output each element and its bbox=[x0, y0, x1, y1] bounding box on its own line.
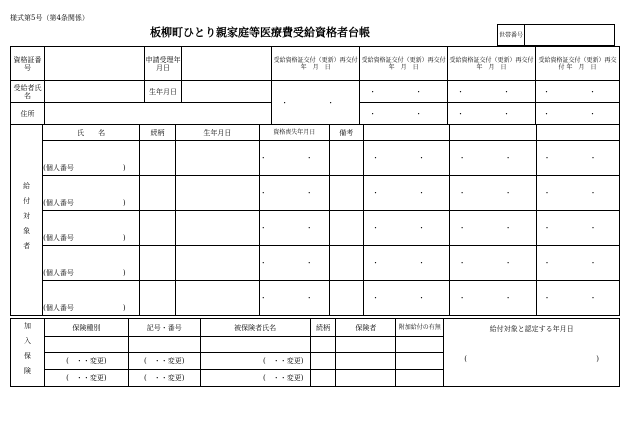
date-cell: ・ ・ bbox=[537, 211, 620, 246]
ins-insured-change[interactable]: ( ・・変更) bbox=[200, 353, 310, 370]
issue-date-4b: ・ ・ bbox=[535, 103, 619, 125]
date-cell: ・ ・ bbox=[363, 141, 450, 176]
lost-date-cell[interactable]: ・ ・ bbox=[259, 281, 329, 316]
target-table bbox=[10, 124, 620, 316]
ins-relation-cell[interactable] bbox=[310, 337, 336, 353]
issue-date-3a: ・ ・ bbox=[448, 81, 536, 103]
date-cell: ・ ・ bbox=[450, 246, 537, 281]
birth-value[interactable] bbox=[182, 81, 272, 103]
issue-date-4c bbox=[537, 125, 620, 141]
ins-symbol-change[interactable]: ( ・・変更) bbox=[128, 353, 200, 370]
ins-symbol-change[interactable]: ( ・・変更) bbox=[128, 370, 200, 387]
address-value[interactable] bbox=[44, 103, 271, 125]
app-date-label: 申請受理年月日 bbox=[144, 47, 182, 81]
ins-insurer-cell[interactable] bbox=[336, 337, 396, 353]
recipient-name-label: 受給者氏名 bbox=[11, 81, 45, 103]
personal-number[interactable]: (個人番号 ) bbox=[43, 176, 140, 211]
birth-cell[interactable] bbox=[175, 281, 259, 316]
issue-date-3b: ・ ・ bbox=[448, 103, 536, 125]
personal-number[interactable]: (個人番号 ) bbox=[43, 281, 140, 316]
relation-cell[interactable] bbox=[140, 176, 176, 211]
insurance-side-label: 加入保険 bbox=[11, 319, 45, 387]
birth-cell[interactable] bbox=[175, 176, 259, 211]
date-cell: ・ ・ bbox=[450, 281, 537, 316]
target-row bbox=[11, 176, 620, 211]
birth-label: 生年月日 bbox=[144, 81, 182, 103]
period-paren-close: ) bbox=[596, 355, 599, 363]
ins-type-header: 保険種別 bbox=[44, 319, 128, 337]
household-label: 世帯番号 bbox=[498, 25, 525, 46]
ins-additional-cell[interactable] bbox=[396, 353, 444, 370]
remarks-cell[interactable] bbox=[329, 141, 363, 176]
personal-number[interactable]: (個人番号 ) bbox=[43, 246, 140, 281]
ins-insured-change[interactable]: ( ・・変更) bbox=[200, 370, 310, 387]
relation-cell[interactable] bbox=[140, 246, 176, 281]
date-cell: ・ ・ bbox=[537, 176, 620, 211]
period-paren-open: ( bbox=[464, 355, 467, 363]
relation-cell[interactable] bbox=[140, 141, 176, 176]
col-name: 氏 名 bbox=[43, 125, 140, 141]
relation-cell[interactable] bbox=[140, 211, 176, 246]
ins-type-change[interactable]: ( ・・変更) bbox=[44, 353, 128, 370]
ins-insured-cell[interactable] bbox=[200, 337, 310, 353]
page-title: 板柳町ひとり親家庭等医療費受給資格者台帳 bbox=[150, 26, 370, 39]
issue-date-4a: ・ ・ bbox=[535, 81, 619, 103]
cert-no-value[interactable] bbox=[44, 47, 144, 81]
ins-symbol-cell[interactable] bbox=[128, 337, 200, 353]
date-cell: ・ ・ bbox=[537, 281, 620, 316]
ins-additional-header: 附加給付の有無 bbox=[396, 319, 444, 337]
household-value[interactable] bbox=[525, 25, 615, 46]
ins-relation-header: 続柄 bbox=[310, 319, 336, 337]
ins-relation-cell[interactable] bbox=[310, 370, 336, 387]
address-label: 住所 bbox=[11, 103, 45, 125]
ins-insurer-cell[interactable] bbox=[336, 370, 396, 387]
col-remarks: 備考 bbox=[329, 125, 363, 141]
ins-insurer-cell[interactable] bbox=[336, 353, 396, 370]
date-cell: ・ ・ bbox=[363, 176, 450, 211]
ins-relation-cell[interactable] bbox=[310, 353, 336, 370]
app-date-value[interactable] bbox=[182, 47, 272, 81]
issue-col-4: 受給資格証交付（更新）再交付 年 月 日 bbox=[535, 47, 619, 81]
household-number-box bbox=[497, 24, 615, 46]
target-row bbox=[11, 141, 620, 176]
date-cell: ・ ・ bbox=[363, 211, 450, 246]
ins-type-cell[interactable] bbox=[44, 337, 128, 353]
remarks-cell[interactable] bbox=[329, 211, 363, 246]
recipient-table bbox=[10, 46, 620, 125]
form-number: 様式第5号（第4条関係） bbox=[10, 14, 89, 22]
relation-cell[interactable] bbox=[140, 281, 176, 316]
date-cell: ・ ・ bbox=[363, 246, 450, 281]
period-label: 給付対象と認定する年月日 bbox=[489, 325, 574, 333]
date-cell: ・ ・ bbox=[450, 176, 537, 211]
lost-date-cell[interactable]: ・ ・ bbox=[259, 246, 329, 281]
date-cell: ・ ・ bbox=[537, 246, 620, 281]
ins-insurer-header: 保険者 bbox=[336, 319, 396, 337]
ins-type-change[interactable]: ( ・・変更) bbox=[44, 370, 128, 387]
birth-cell[interactable] bbox=[175, 211, 259, 246]
period-cell bbox=[444, 319, 620, 387]
date-cell: ・ ・ bbox=[537, 141, 620, 176]
personal-number[interactable]: (個人番号 ) bbox=[43, 211, 140, 246]
col-lost-date: 資格喪失年月日 bbox=[259, 125, 329, 141]
issue-date-2b: ・ ・ bbox=[360, 103, 448, 125]
issue-col-3: 受給資格証交付（更新）再交付 年 月 日 bbox=[448, 47, 536, 81]
ins-additional-cell[interactable] bbox=[396, 337, 444, 353]
issue-date-1: ・ ・ bbox=[272, 81, 360, 125]
recipient-name-value[interactable] bbox=[44, 81, 144, 103]
lost-date-cell[interactable]: ・ ・ bbox=[259, 211, 329, 246]
target-row bbox=[11, 281, 620, 316]
cert-no-label: 資格証番号 bbox=[11, 47, 45, 81]
remarks-cell[interactable] bbox=[329, 176, 363, 211]
lost-date-cell[interactable]: ・ ・ bbox=[259, 176, 329, 211]
date-cell: ・ ・ bbox=[450, 141, 537, 176]
personal-number[interactable]: (個人番号 ) bbox=[43, 141, 140, 176]
lost-date-cell[interactable]: ・ ・ bbox=[259, 141, 329, 176]
ins-symbol-header: 記号・番号 bbox=[128, 319, 200, 337]
issue-col-1: 受給資格証交付（更新）再交付 年 月 日 bbox=[272, 47, 360, 81]
col-relation: 続柄 bbox=[140, 125, 176, 141]
birth-cell[interactable] bbox=[175, 141, 259, 176]
remarks-cell[interactable] bbox=[329, 246, 363, 281]
ins-insured-header: 被保険者氏名 bbox=[200, 319, 310, 337]
issue-date-3c bbox=[450, 125, 537, 141]
date-cell: ・ ・ bbox=[450, 211, 537, 246]
ins-additional-cell[interactable] bbox=[396, 370, 444, 387]
birth-cell[interactable] bbox=[175, 246, 259, 281]
date-cell: ・ ・ bbox=[363, 281, 450, 316]
issue-date-2c bbox=[363, 125, 450, 141]
insurance-table bbox=[10, 318, 620, 387]
col-birth: 生年月日 bbox=[175, 125, 259, 141]
target-row bbox=[11, 211, 620, 246]
issue-date-2a: ・ ・ bbox=[360, 81, 448, 103]
target-side-label: 給付対象者 bbox=[11, 125, 43, 316]
remarks-cell[interactable] bbox=[329, 281, 363, 316]
target-row bbox=[11, 246, 620, 281]
issue-col-2: 受給資格証交付（更新）再交付 年 月 日 bbox=[360, 47, 448, 81]
